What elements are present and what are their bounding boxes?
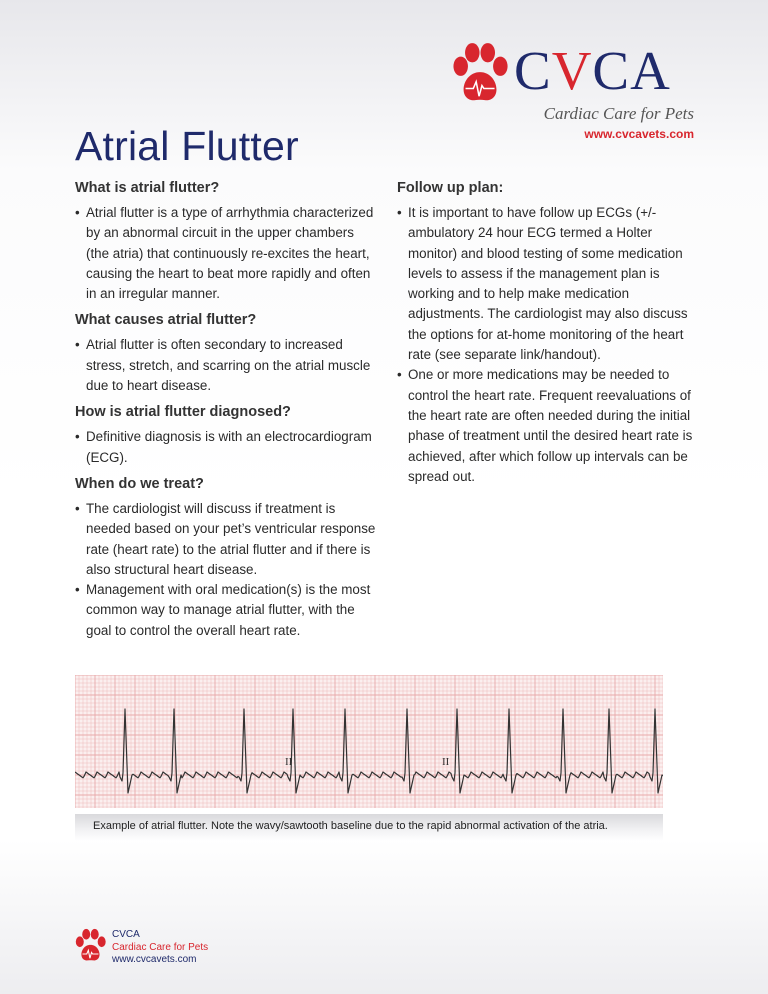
- right-column: [397, 178, 702, 493]
- page-title: Atrial Flutter: [75, 123, 299, 169]
- section-heading: Follow up plan:: [397, 180, 504, 196]
- bullet-list: [75, 203, 380, 304]
- lead-label: II: [442, 756, 450, 768]
- bullet-item: • Atrial flutter is a type of arrhythmia characterized by an abnormal circuit in the upper chambers (the atria) that continuously re-excites the heart, causing the heart to beat more rapidly and often in an irregular manner.: [75, 203, 380, 304]
- bullet-list: [75, 335, 380, 396]
- bullet-item: • One or more medications may be needed to control the heart rate. Frequent reevaluations of the heart rate are often needed during the initial phase of treatment until the desired heart rate is achieved, after which follow up intervals can be spread out.: [397, 365, 702, 487]
- footer-tagline: Cardiac Care for Pets: [112, 941, 209, 953]
- ecg-caption: Example of atrial flutter. Note the wavy/sawtooth baseline due to the rapid abnormal activation of the atria.: [93, 820, 608, 832]
- brand-url[interactable]: www.cvcavets.com: [584, 127, 694, 141]
- footer-name: CVCA: [112, 929, 140, 940]
- left-column: [75, 178, 380, 647]
- footer-url[interactable]: www.cvcavets.com: [112, 954, 197, 965]
- caption-bar: [75, 814, 663, 841]
- bullet-item: • Definitive diagnosis is with an electrocardiogram (ECG).: [75, 427, 380, 468]
- logo-wordmark: CVCA: [514, 40, 671, 101]
- bullet-list: [75, 499, 380, 641]
- brand-tagline: Cardiac Care for Pets: [543, 104, 694, 123]
- lead-label: II: [285, 756, 293, 768]
- bullet-item: • Management with oral medication(s) is the most common way to manage atrial flutter, with the goal to control the overall heart rate.: [75, 580, 380, 641]
- section-heading: What is atrial flutter?: [75, 180, 220, 196]
- bullet-item: • The cardiologist will discuss if treatment is needed based on your pet’s ventricular response rate (heart rate) to the atrial flutter and if there is also structural heart disease.: [75, 499, 380, 580]
- bullet-list: [75, 427, 380, 468]
- section-heading: How is atrial flutter diagnosed?: [75, 404, 291, 421]
- ecg-strip: [75, 675, 663, 808]
- section-heading: What causes atrial flutter?: [75, 312, 257, 329]
- footer-paw-icon: [75, 928, 107, 964]
- paw-heart-icon: [452, 42, 510, 106]
- bullet-list: [397, 203, 702, 487]
- bullet-item: • It is important to have follow up ECGs (+/- ambulatory 24 hour ECG termed a Holter monitor) and blood testing of some medication levels to assess if the management plan is working and to help make medication adjustments. The cardiologist may also discuss the options for at-home monitoring of the heart rate (see separate link/handout).: [397, 203, 702, 365]
- bullet-item: • Atrial flutter is often secondary to increased stress, stretch, and scarring on the atrial muscle due to heart disease.: [75, 335, 380, 396]
- section-heading: When do we treat?: [75, 475, 204, 492]
- cvca-logo: [452, 40, 702, 145]
- footer-text: [112, 929, 208, 967]
